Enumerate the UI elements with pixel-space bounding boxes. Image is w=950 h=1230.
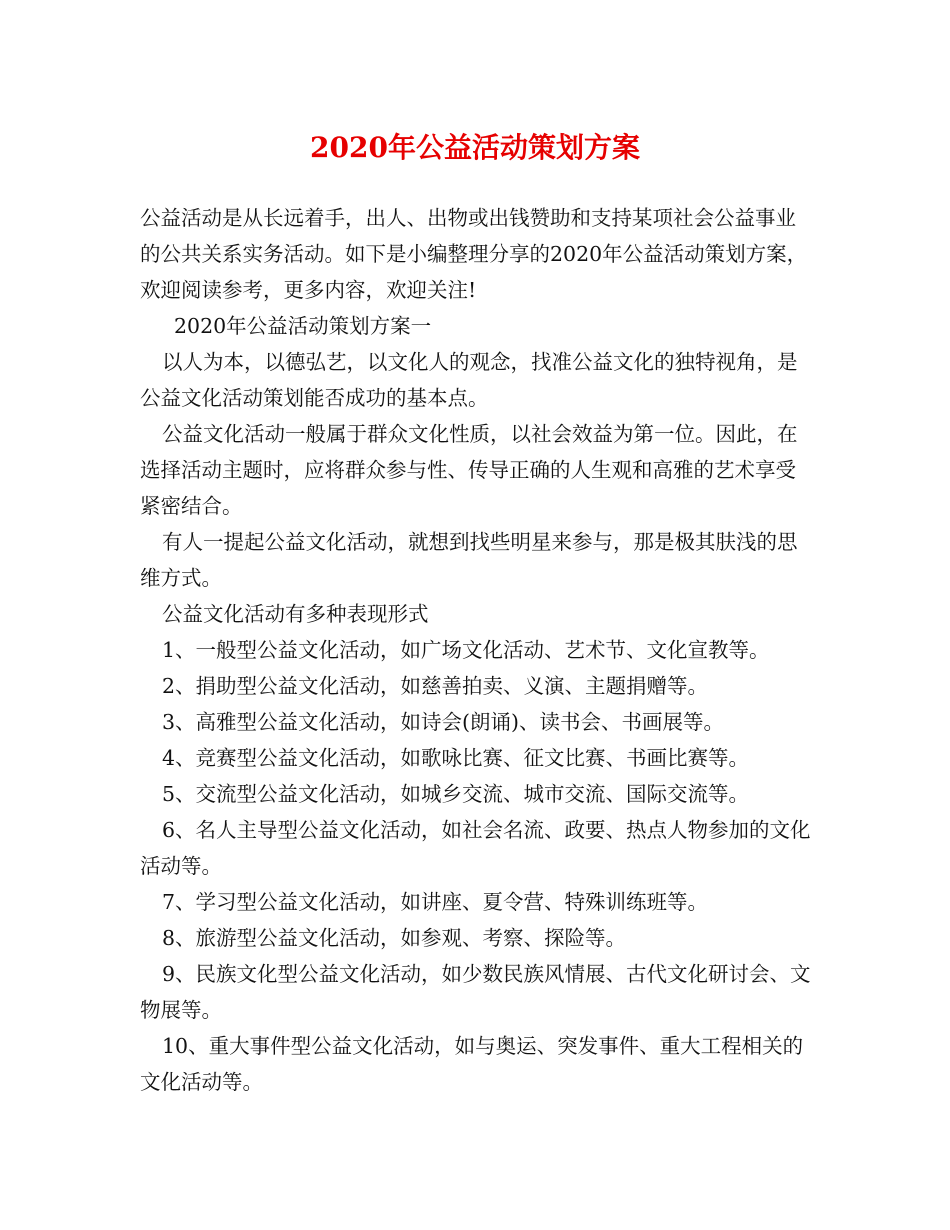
intro-paragraph: 公益活动是从长远着手，出人、出物或出钱赞助和支持某项社会公益事业的公共关系实务活动。如下是小编整理分享的2020年公益活动策划方案，欢迎阅读参考，更多内容，欢迎关注! xyxy=(140,206,808,302)
list-item: 5、交流型公益文化活动，如城乡交流、城市交流、国际交流等。 xyxy=(162,782,750,806)
list-item: 3、高雅型公益文化活动，如诗会(朗诵)、读书会、书画展等。 xyxy=(162,710,725,734)
section-heading: 2020年公益活动策划方案一 xyxy=(174,314,432,338)
document-body xyxy=(140,200,812,1100)
body-paragraph: 公益文化活动有多种表现形式 xyxy=(162,602,429,626)
list-item: 8、旅游型公益文化活动，如参观、考察、探险等。 xyxy=(162,926,627,950)
list-item: 7、学习型公益文化活动，如讲座、夏令营、特殊训练班等。 xyxy=(162,890,709,914)
body-paragraph: 公益文化活动一般属于群众文化性质，以社会效益为第一位。因此，在选择活动主题时，应将群众参与性、传导正确的人生观和高雅的艺术享受紧密结合。 xyxy=(140,422,798,518)
list-item: 6、名人主导型公益文化活动，如社会名流、政要、热点人物参加的文化活动等。 xyxy=(140,818,811,878)
body-paragraph: 有人一提起公益文化活动，就想到找些明星来参与，那是极其肤浅的思维方式。 xyxy=(140,530,798,590)
list-item: 1、一般型公益文化活动，如广场文化活动、艺术节、文化宣教等。 xyxy=(162,638,770,662)
list-item: 10、重大事件型公益文化活动，如与奥运、突发事件、重大工程相关的文化活动等。 xyxy=(140,1034,804,1094)
list-item: 9、民族文化型公益文化活动，如少数民族风情展、古代文化研讨会、文物展等。 xyxy=(140,962,811,1022)
document-title: 2020年公益活动策划方案 xyxy=(310,131,640,164)
body-paragraph: 以人为本，以德弘艺，以文化人的观念，找准公益文化的独特视角，是公益文化活动策划能否成功的基本点。 xyxy=(140,350,798,410)
list-item: 4、竞赛型公益文化活动，如歌咏比赛、征文比赛、书画比赛等。 xyxy=(162,746,750,770)
list-item: 2、捐助型公益文化活动，如慈善拍卖、义演、主题捐赠等。 xyxy=(162,674,709,698)
